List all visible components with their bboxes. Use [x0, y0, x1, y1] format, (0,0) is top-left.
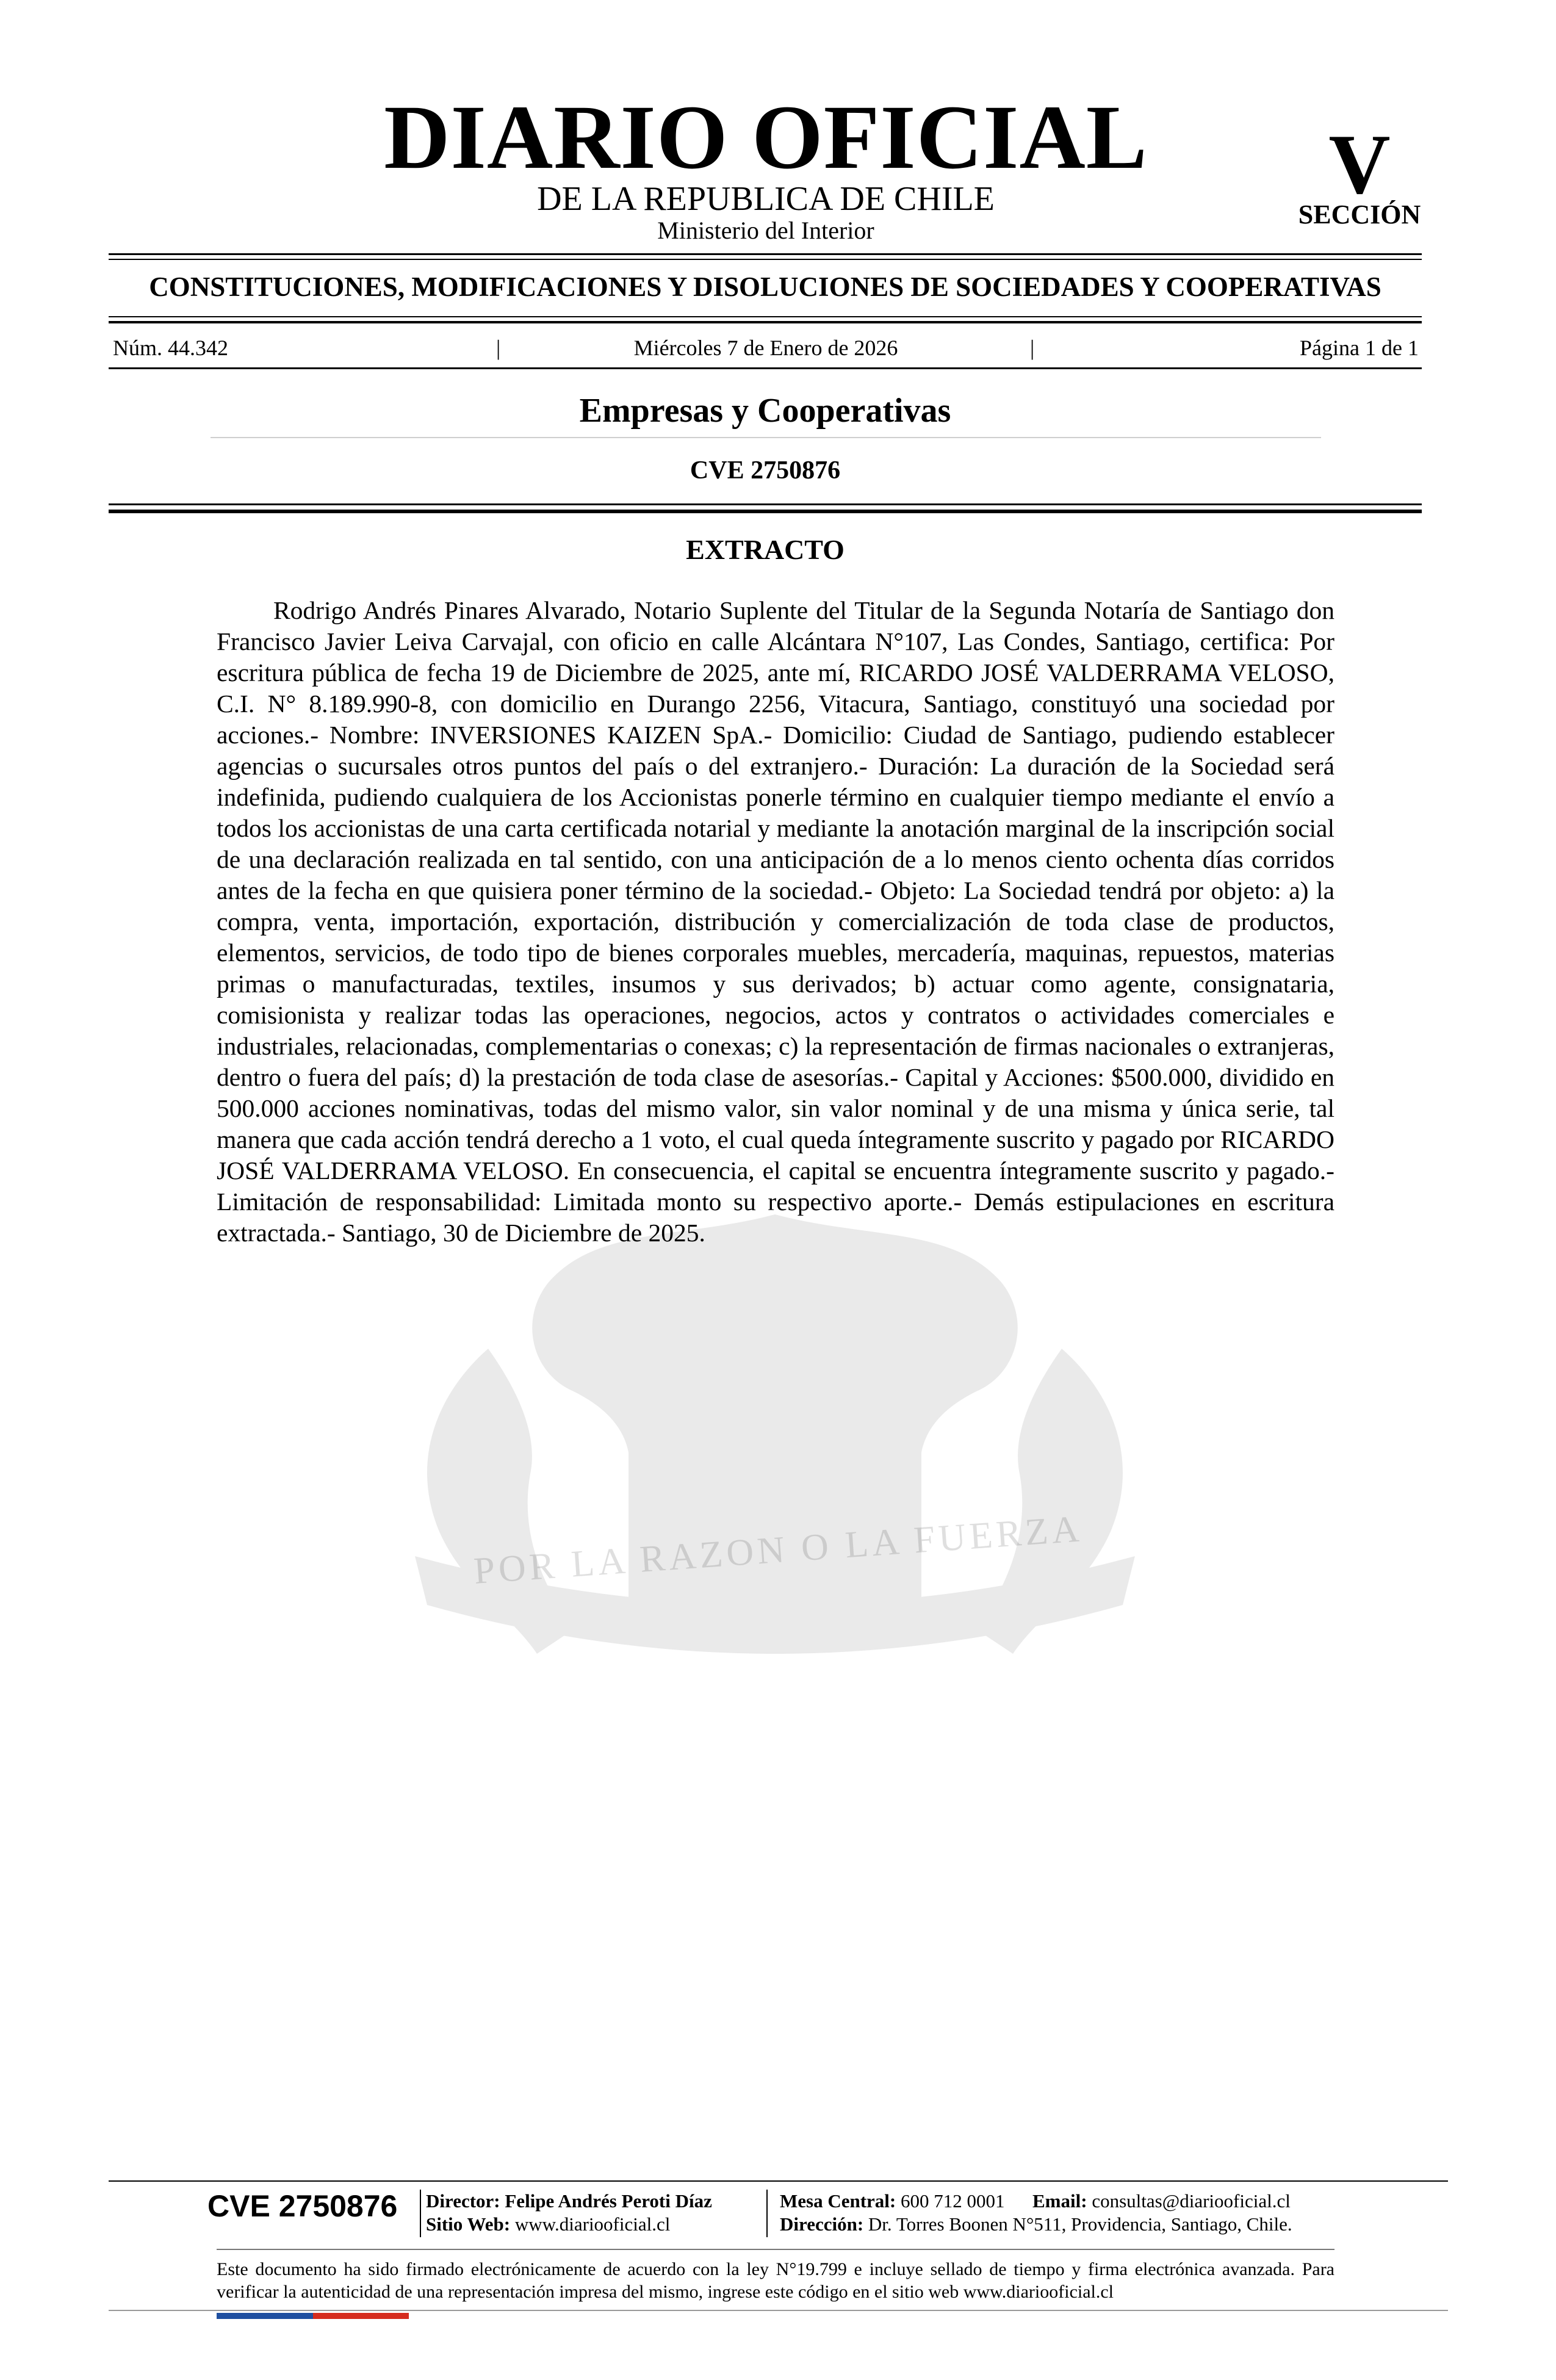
cve-rule-bottom — [109, 510, 1422, 513]
issue-separator: | — [1030, 336, 1035, 360]
issue-number: Núm. 44.342 — [113, 336, 228, 360]
cve-rule-top — [109, 503, 1422, 505]
flag-stripe-blue — [217, 2313, 313, 2319]
extracto-paragraph: Rodrigo Andrés Pinares Alvarado, Notario Suplente del Titular de la Segunda Notaría de Santiago don Francisco Javier Leiva Carvajal, con oficio en calle Alcántara N°107, Las Condes, Santiago, certifica: Por escritura pública de fecha 19 de Diciembre de 2025, ante mí, RICARDO JOSÉ VALDERRAMA VELOSO, C.I. N° 8.189.990-8, con domicilio en Durango 2256, Vitacura, Santiago, constituyó una sociedad por acciones.- Nombre: INVERSIONES KAIZEN SpA.- Domicilio: Ciudad de Santiago, pudiendo establecer agencias o sucursales otros puntos del país o del extranjero.- Duración: La duración de la Sociedad será indefinida, pudiendo cualquiera de los Accionistas ponerle término en cualquier tiempo mediante el envío a todos los accionistas de una carta certificada notarial y mediante la anotación marginal de la inscripción social de una declaración realizada en tal sentido, con una anticipación de a lo menos ciento ochenta días corridos antes de la fecha en que quisiera poner término de la sociedad.- Objeto: La Sociedad tendrá por objeto: a) la compra, venta, importación, exportación, distribución y comercialización de toda clase de productos, elementos, servicios, de todo tipo de bienes corporales muebles, mercadería, maquinas, repuestos, materias primas o manufacturadas, textiles, insumos y sus derivados; b) actuar como agente, consignataria, comisionista y realizar todas las operaciones, negocios, actos y contratos o actividades comerciales e industriales, relacionadas, complementarias o conexas; c) la representación de firmas nacionales o extranjeras, dentro o fuera del país; d) la prestación de toda clase de asesorías.- Capital y Acciones: $500.000, dividido en 500.000 acciones nominativas, todas del mismo valor, sin valor nominal y de una misma y única serie, tal manera que cada acción tendrá derecho a 1 voto, el cual queda íntegramente suscrito y pagado por RICARDO JOSÉ VALDERRAMA VELOSO. En consecuencia, el capital se encuentra íntegramente suscrito y pagado.- Limitación de responsabilidad: Limitada monto su respectivo aporte.- Demás estipulaciones en escritura extractada.- Santiago, 30 de Diciembre de 2025. — [217, 596, 1334, 1247]
footer-director — [426, 2190, 712, 2213]
web-link[interactable]: www.diariooficial.cl — [514, 2213, 671, 2235]
extracto-title: EXTRACTO — [686, 534, 845, 565]
footer-rule-top — [109, 2180, 1448, 2182]
heading-rule-top — [109, 316, 1422, 317]
flag-stripe-red — [313, 2313, 409, 2319]
address-value: Dr. Torres Boonen N°511, Providencia, Santiago, Chile. — [868, 2213, 1292, 2235]
phone-value: 600 712 0001 — [901, 2190, 1005, 2212]
footer-divider — [217, 2249, 1334, 2250]
extracto-body — [217, 595, 1334, 1249]
issue-separator: | — [496, 336, 501, 360]
cve-code: CVE 2750876 — [690, 456, 841, 485]
phone-label: Mesa Central: — [780, 2190, 896, 2212]
footer-contact — [780, 2190, 1291, 2213]
masthead-rule — [109, 253, 1422, 255]
web-label: Sitio Web: — [426, 2213, 511, 2235]
footer-cve: CVE 2750876 — [207, 2189, 398, 2223]
footer-web — [426, 2213, 670, 2236]
masthead-title: DIARIO OFICIAL — [384, 87, 1148, 188]
email-label: Email: — [1032, 2190, 1087, 2212]
masthead-rule-thin — [109, 259, 1422, 260]
masthead-ministry: Ministerio del Interior — [657, 217, 874, 244]
issue-page: Página 1 de 1 — [1300, 336, 1419, 360]
coat-of-arms-icon — [256, 1190, 1294, 1739]
masthead-subtitle: DE LA REPUBLICA DE CHILE — [537, 180, 995, 218]
footer-separator — [766, 2190, 768, 2237]
footer-rule-bottom — [109, 2310, 1448, 2311]
director-label: Director: — [426, 2190, 500, 2212]
director-name: Felipe Andrés Peroti Díaz — [505, 2190, 712, 2212]
section-word: SECCIÓN — [1298, 200, 1421, 229]
footer-address — [780, 2213, 1292, 2236]
category-title: Empresas y Cooperativas — [579, 392, 951, 430]
issue-row — [113, 336, 1419, 360]
issue-rule — [109, 367, 1422, 369]
watermark-motto: POR LA RAZON O LA FUERZA — [472, 1508, 1084, 1592]
issue-date: Miércoles 7 de Enero de 2026 — [633, 336, 898, 360]
section-letter: V — [1328, 117, 1391, 212]
address-label: Dirección: — [780, 2213, 864, 2235]
email-link[interactable]: consultas@diariooficial.cl — [1092, 2190, 1291, 2212]
category-divider — [211, 437, 1321, 438]
footer-separator — [420, 2190, 421, 2237]
flag-bar — [217, 2313, 409, 2319]
heading-rule-bottom — [109, 321, 1422, 323]
footer-note: Este documento ha sido firmado electrónicamente de acuerdo con la ley N°19.799 e incluye sellado de tiempo y firma electrónica avanzada. Para verificar la autenticidad de una representación impresa del mismo, ingrese este código en el sitio web www.diariooficial.cl — [217, 2259, 1334, 2302]
section-heading: CONSTITUCIONES, MODIFICACIONES Y DISOLUCIONES DE SOCIEDADES Y COOPERATIVAS — [149, 272, 1381, 302]
